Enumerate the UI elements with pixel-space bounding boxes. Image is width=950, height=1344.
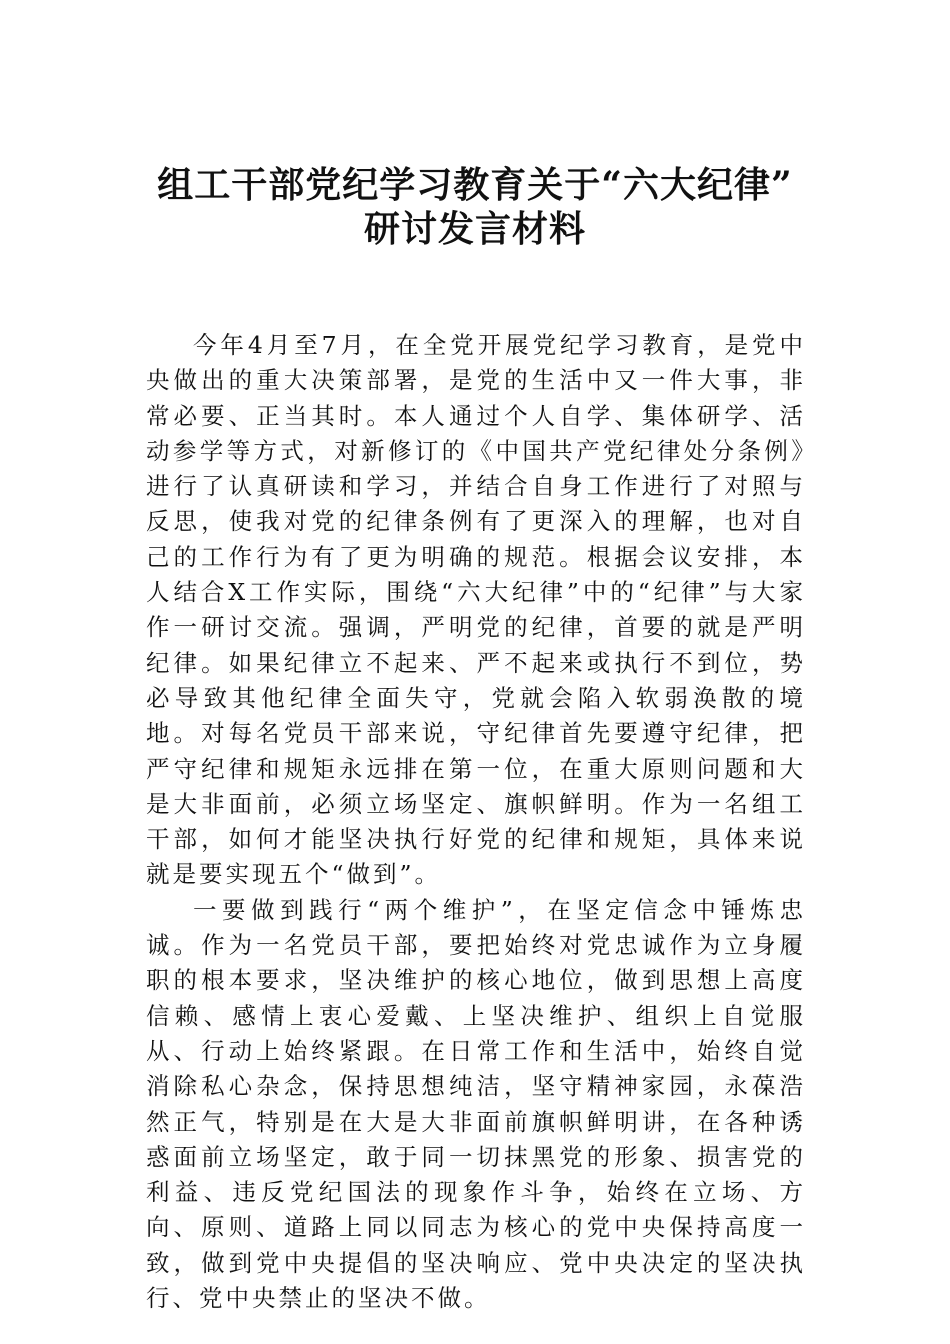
document-title-line-1: 组工干部党纪学习教育关于“六大纪律” <box>157 164 793 206</box>
paragraph-point-one: 一要做到践行“两个维护”，在坚定信念中锤炼忠诚。作为一名党员干部，要把始终对党忠诚作为立身履职的根本要求，坚决维护的核心地位，做到思想上高度信赖、感情上衷心爱戴、上坚决维护、组织上自觉服从、行动上始终紧跟。在日常工作和生活中，始终自觉消除私心杂念，保持思想纯洁，坚守精神家园，永葆浩然正气，特别是在大是大非面前旗帜鲜明讲，在各种诱惑面前立场坚定，敢于同一切抹黑党的形象、损害党的利益、违反党纪国法的现象作斗争，始终在立场、方向、原则、道路上同以同志为核心的党中央保持高度一致，做到党中央提倡的坚决响应、党中央决定的坚决执行、党中央禁止的坚决不做。 <box>146 895 806 1313</box>
paragraph-intro: 今年4月至7月，在全党开展党纪学习教育，是党中央做出的重大决策部署，是党的生活中又一件大事，非常必要、正当其时。本人通过个人自学、集体研学、活动参学等方式，对新修订的《中国共产党纪律处分条例》进行了认真研读和学习，并结合自身工作进行了对照与反思，使我对党的纪律条例有了更深入的理解，也对自己的工作行为有了更为明确的规范。根据会议安排，本人结合X工作实际，围绕“六大纪律”中的“纪律”与大家作一研讨交流。强调，严明党的纪律，首要的就是严明纪律。如果纪律立不起来、严不起来或执行不到位，势必导致其他纪律全面失守，党就会陷入软弱涣散的境地。对每名党员干部来说，守纪律首先要遵守纪律，把严守纪律和规矩永远排在第一位，在重大原则问题和大是大非面前，必须立场坚定、旗帜鲜明。作为一名组工干部，如何才能坚决执行好党的纪律和规矩，具体来说就是要实现五个“做到”。 <box>146 331 806 889</box>
document-title-line-2: 研讨发言材料 <box>363 208 586 250</box>
document-body <box>146 328 806 1316</box>
